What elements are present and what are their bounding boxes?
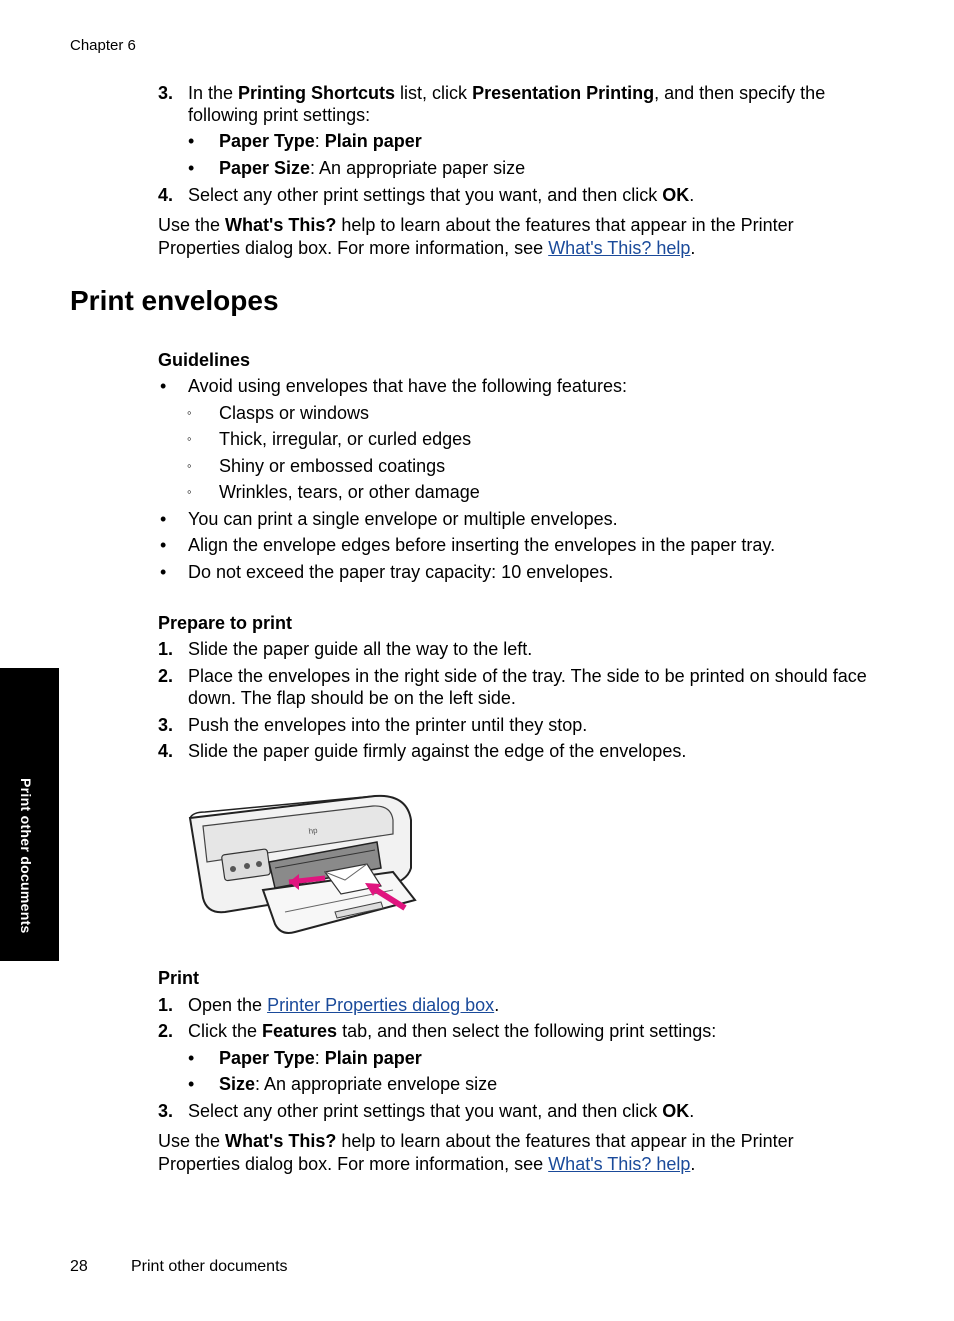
step-number: 4. [158,741,174,761]
chapter-header: Chapter 6 [70,37,136,54]
whats-this-help-link[interactable]: What's This? help [548,1154,691,1174]
guideline-item: Align the envelope edges before inserting the envelopes in the paper tray. [188,535,776,555]
guideline-subitem: Wrinkles, tears, or other damage [219,482,480,502]
guideline-subitem: Clasps or windows [219,403,370,423]
setting-size: Size: An appropriate envelope size [219,1074,498,1094]
svg-text:hp: hp [308,825,319,836]
footer-title: Print other documents [131,1258,288,1275]
guidelines-heading: Guidelines [158,350,251,370]
step-text: Select any other print settings that you want, and then click OK. [188,185,695,205]
sub-bullet-marker: ◦ [187,458,192,473]
prepare-step: Place the envelopes in the right side of the tray. The side to be printed on should face [188,666,867,686]
prepare-step: Slide the paper guide firmly against the edge of the envelopes. [188,741,687,761]
help-paragraph: Use the What's This? help to learn about the features that appear in the Printer [158,215,794,235]
prepare-heading: Prepare to print [158,613,293,633]
printer-envelope-illustration [185,790,420,940]
bullet-marker: • [188,1074,195,1094]
step-number: 1. [158,639,174,659]
print-step: Open the Printer Properties dialog box. [188,995,500,1015]
bullet-marker: • [188,131,195,151]
bullet-marker: • [160,562,167,582]
step-number: 2. [158,1021,174,1041]
whats-this-help-link[interactable]: What's This? help [548,238,691,258]
print-heading: Print [158,968,200,988]
guideline-item: Do not exceed the paper tray capacity: 10 envelopes. [188,562,614,582]
help-paragraph: Use the What's This? help to learn about the features that appear in the Printer [158,1131,794,1151]
help-paragraph-line2: Properties dialog box. For more information, see What's This? help. [158,238,696,258]
step-number: 1. [158,995,174,1015]
step-number: 4. [158,185,174,205]
step-text-continued: following print settings: [188,105,371,125]
step-text: In the Printing Shortcuts list, click Presentation Printing, and then specify the [188,83,826,103]
guideline-item: Avoid using envelopes that have the following features: [188,376,627,396]
section-title: Print envelopes [70,285,279,316]
setting-paper-type: Paper Type: Plain paper [219,131,422,151]
step-number: 2. [158,666,174,686]
step-number: 3. [158,715,174,735]
prepare-step: Slide the paper guide all the way to the left. [188,639,533,659]
print-step: Click the Features tab, and then select the following print settings: [188,1021,717,1041]
prepare-step-continued: down. The flap should be on the left side. [188,688,516,708]
help-paragraph-line2: Properties dialog box. For more information, see What's This? help. [158,1154,696,1174]
sub-bullet-marker: ◦ [187,405,192,420]
printer-properties-link[interactable]: Printer Properties dialog box [267,995,495,1015]
step-number: 3. [158,1101,174,1121]
prepare-step: Push the envelopes into the printer until they stop. [188,715,588,735]
bullet-marker: • [160,376,167,396]
setting-paper-size: Paper Size: An appropriate paper size [219,158,526,178]
side-chapter-tab-label: Print other documents [18,778,34,934]
bullet-marker: • [188,1048,195,1068]
bullet-marker: • [188,158,195,178]
guideline-item: You can print a single envelope or multiple envelopes. [188,509,618,529]
step-number: 3. [158,83,174,103]
sub-bullet-marker: ◦ [187,484,192,499]
bullet-marker: • [160,509,167,529]
sub-bullet-marker: ◦ [187,431,192,446]
guideline-subitem: Thick, irregular, or curled edges [219,429,472,449]
guideline-subitem: Shiny or embossed coatings [219,456,446,476]
print-step: Select any other print settings that you want, and then click OK. [188,1101,695,1121]
bullet-marker: • [160,535,167,555]
page-number: 28 [70,1258,88,1275]
setting-paper-type: Paper Type: Plain paper [219,1048,422,1068]
